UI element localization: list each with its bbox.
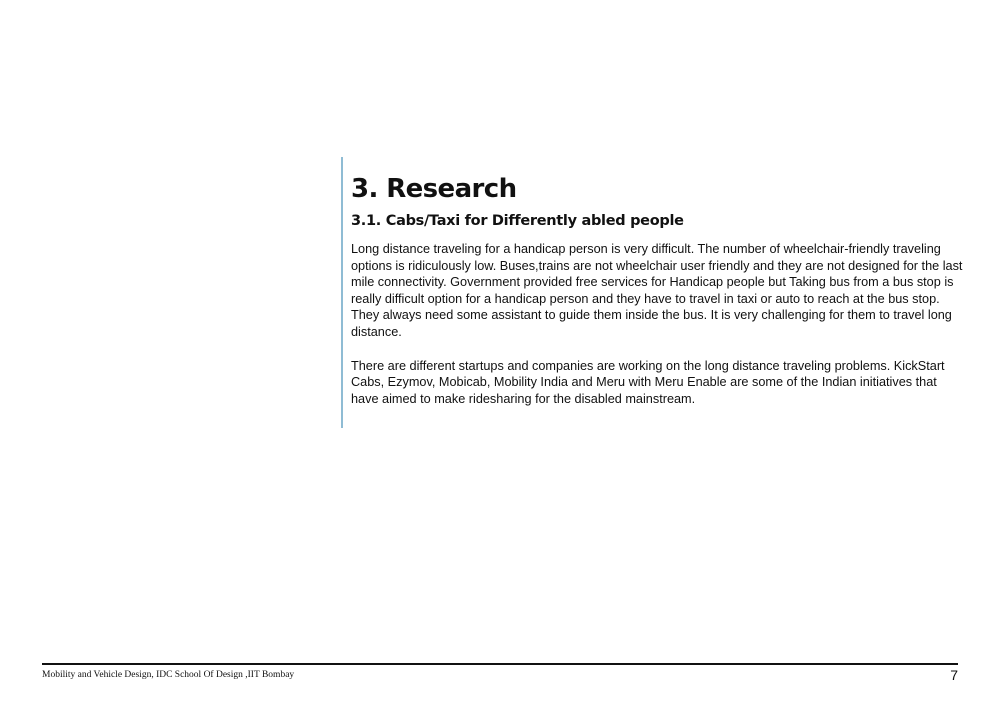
section-title: 3. Research — [351, 174, 517, 204]
accent-vertical-rule — [341, 157, 343, 428]
page-number: 7 — [950, 667, 958, 683]
section-content — [351, 170, 966, 407]
footer-divider — [42, 663, 958, 665]
footer-text: Mobility and Vehicle Design, IDC School Of Design ,IIT Bombay — [42, 670, 295, 680]
body-paragraph: There are different startups and companies are working on the long distance traveling problems. KickStart Cabs, Ezymov, Mobicab, Mobility India and Meru with Meru Enable are some of the Indian initiatives that have aimed to make ridesharing for the disabled mainstream. — [351, 358, 945, 406]
subsection-title: 3.1. Cabs/Taxi for Differently abled people — [351, 213, 684, 229]
body-paragraph: Long distance traveling for a handicap person is very difficult. The number of wheelchair-friendly traveling options is ridiculously low. Buses,trains are not wheelchair user friendly and they are not designed for the last mile connectivity. Government provided free services for Handicap people but Taking bus from a bus stop is really difficult option for a handicap person and they have to travel in taxi or auto to reach at the bus stop. They always need some assistant to guide them inside the bus. It is very challenging for them to travel long distance. — [351, 242, 963, 339]
